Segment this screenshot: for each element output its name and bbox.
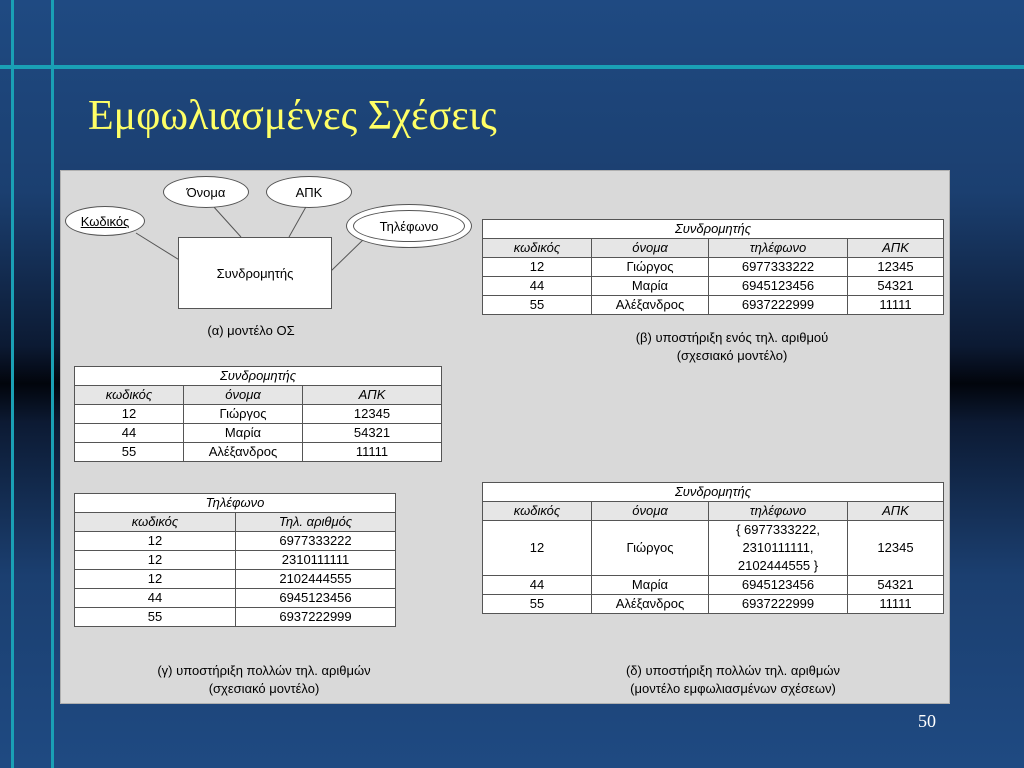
table-g2-title: Τηλέφωνο xyxy=(75,494,396,513)
attr-phone-ellipse-outer xyxy=(346,204,472,248)
table-cell: 54321 xyxy=(303,424,442,443)
table-row xyxy=(483,576,944,595)
table-cell: Μαρία xyxy=(592,576,709,595)
line-name-entity xyxy=(213,206,241,237)
attr-code-ellipse xyxy=(65,206,145,236)
table-g2-header: κωδικός xyxy=(75,513,236,532)
table-cell: 6945123456 xyxy=(709,277,848,296)
entity-subscriber-label: Συνδρομητής xyxy=(216,265,294,281)
table-b-header: τηλέφωνο xyxy=(709,239,848,258)
caption-b-line1: (β) υποστήριξη ενός τηλ. αριθμού xyxy=(635,330,829,345)
table-cell: Αλέξανδρος xyxy=(184,443,303,462)
caption-a xyxy=(161,322,341,340)
table-cell: 12 xyxy=(75,551,236,570)
table-cell: 44 xyxy=(483,277,592,296)
caption-g-line1: (γ) υποστήριξη πολλών τηλ. αριθμών xyxy=(157,663,371,678)
page-number: 50 xyxy=(918,711,936,731)
table-cell: 55 xyxy=(75,443,184,462)
table-d xyxy=(482,482,944,614)
table-b xyxy=(482,219,944,315)
table-cell-nested-phones xyxy=(709,521,848,576)
table-cell: 55 xyxy=(483,296,592,315)
table-d-title: Συνδρομητής xyxy=(483,483,944,502)
table-cell: 6945123456 xyxy=(236,589,396,608)
left-accent-line-1 xyxy=(11,0,14,768)
table-cell: 6937222999 xyxy=(236,608,396,627)
caption-d xyxy=(573,662,893,698)
table-cell: 12345 xyxy=(303,405,442,424)
attr-zip-ellipse xyxy=(266,176,352,208)
attr-phone-ellipse-inner xyxy=(353,210,465,242)
table-cell: 44 xyxy=(75,589,236,608)
table-row xyxy=(483,595,944,614)
table-cell: Αλέξανδρος xyxy=(592,595,709,614)
table-cell: 11111 xyxy=(848,296,944,315)
table-cell: 54321 xyxy=(848,277,944,296)
slide-title: Εμφωλιασμένες Σχέσεις xyxy=(88,93,497,139)
attr-name-label: Όνομα xyxy=(186,184,226,200)
caption-g xyxy=(114,662,414,698)
content-panel xyxy=(60,170,950,704)
caption-d-line2: (μοντέλο εμφωλιασμένων σχέσεων) xyxy=(630,681,836,696)
attr-name-ellipse xyxy=(163,176,249,208)
line-phone-entity xyxy=(331,237,366,271)
table-g1-header: όνομα xyxy=(184,386,303,405)
table-cell: Αλέξανδρος xyxy=(592,296,709,315)
table-row xyxy=(75,443,442,462)
entity-subscriber xyxy=(178,237,332,309)
table-row xyxy=(75,570,396,589)
table-cell: Γιώργος xyxy=(592,258,709,277)
caption-a-text: (α) μοντέλο ΟΣ xyxy=(207,323,295,338)
table-d-header: όνομα xyxy=(592,502,709,521)
table-d-header: κωδικός xyxy=(483,502,592,521)
table-cell: 6977333222 xyxy=(236,532,396,551)
table-g2 xyxy=(74,493,396,627)
table-cell: 44 xyxy=(75,424,184,443)
table-cell: 44 xyxy=(483,576,592,595)
table-cell: 12 xyxy=(483,258,592,277)
caption-d-line1: (δ) υποστήριξη πολλών τηλ. αριθμών xyxy=(625,663,841,678)
left-accent-line-2 xyxy=(51,0,54,768)
table-b-header: κωδικός xyxy=(483,239,592,258)
caption-b-line2: (σχεσιακό μοντέλο) xyxy=(676,348,788,363)
table-cell: Μαρία xyxy=(592,277,709,296)
table-row xyxy=(75,405,442,424)
table-row xyxy=(483,258,944,277)
caption-g-line2: (σχεσιακό μοντέλο) xyxy=(208,681,320,696)
table-g1-header: κωδικός xyxy=(75,386,184,405)
table-cell: Γιώργος xyxy=(184,405,303,424)
table-cell: 6977333222 xyxy=(709,258,848,277)
table-g1-header: ΑΠΚ xyxy=(303,386,442,405)
table-row xyxy=(75,608,396,627)
table-cell: 11111 xyxy=(303,443,442,462)
table-cell: 55 xyxy=(75,608,236,627)
table-cell: 2310111111 xyxy=(236,551,396,570)
table-g1-title: Συνδρομητής xyxy=(75,367,442,386)
table-g2-header: Τηλ. αριθμός xyxy=(236,513,396,532)
table-cell: 12 xyxy=(75,570,236,589)
phone-set-line: { 6977333222, xyxy=(736,522,820,537)
table-cell: 11111 xyxy=(848,595,944,614)
table-cell: 54321 xyxy=(848,576,944,595)
table-cell: Γιώργος xyxy=(592,521,709,576)
table-g1 xyxy=(74,366,442,462)
table-cell: 6937222999 xyxy=(709,296,848,315)
table-cell: 12345 xyxy=(848,258,944,277)
attr-zip-label: ΑΠΚ xyxy=(295,184,323,200)
table-cell: 6937222999 xyxy=(709,595,848,614)
table-cell: 2102444555 xyxy=(236,570,396,589)
attr-code-label: Κωδικός xyxy=(80,213,130,229)
table-cell: 12 xyxy=(75,405,184,424)
table-row xyxy=(483,296,944,315)
phone-set-line: 2102444555 } xyxy=(737,558,819,573)
table-row xyxy=(75,589,396,608)
table-row xyxy=(483,521,944,576)
table-row xyxy=(75,551,396,570)
table-cell: 55 xyxy=(483,595,592,614)
table-b-header: ΑΠΚ xyxy=(848,239,944,258)
table-row xyxy=(75,532,396,551)
table-cell: 12 xyxy=(483,521,592,576)
table-b-title: Συνδρομητής xyxy=(483,220,944,239)
table-cell: 12 xyxy=(75,532,236,551)
attr-phone-label: Τηλέφωνο xyxy=(379,218,439,234)
table-d-header: ΑΠΚ xyxy=(848,502,944,521)
table-d-header: τηλέφωνο xyxy=(709,502,848,521)
phone-set-line: 2310111111, xyxy=(742,540,814,555)
top-accent-line xyxy=(0,65,1024,69)
line-zip-entity xyxy=(289,205,307,237)
caption-b xyxy=(582,329,882,365)
table-cell: 6945123456 xyxy=(709,576,848,595)
table-row xyxy=(483,277,944,296)
table-b-header: όνομα xyxy=(592,239,709,258)
table-cell: Μαρία xyxy=(184,424,303,443)
table-row xyxy=(75,424,442,443)
table-cell: 12345 xyxy=(848,521,944,576)
